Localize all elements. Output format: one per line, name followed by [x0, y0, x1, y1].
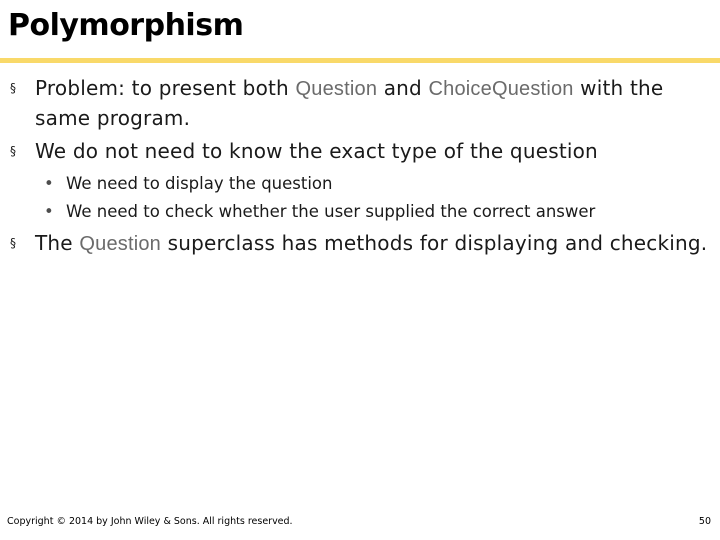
- sub-bullet-marker-icon: •: [44, 174, 54, 193]
- sub-bullet-marker-icon: •: [44, 202, 54, 221]
- bullet-item: [10, 74, 710, 133]
- bullet-text-segment: superclass has methods for displaying and checking.: [161, 231, 708, 255]
- footer-copyright: Copyright © 2014 by John Wiley & Sons. All rights reserved.: [7, 516, 293, 527]
- bullet-text: [35, 74, 710, 133]
- bullet-item: [10, 137, 710, 166]
- bullet-text: [35, 229, 710, 259]
- sub-bullet-text: We need to check whether the user supplied the correct answer: [66, 202, 596, 221]
- code-term: Question: [295, 78, 378, 100]
- page-number: 50: [698, 516, 711, 527]
- slide-title: Polymorphism: [8, 8, 244, 43]
- title-underline: [0, 58, 720, 63]
- sub-bullet-item: [44, 198, 714, 226]
- sub-bullet-text: We need to display the question: [66, 174, 333, 193]
- bullet-marker-icon: §: [10, 81, 16, 95]
- bullet-marker-icon: §: [10, 144, 16, 158]
- bullet-item: [10, 229, 710, 259]
- code-term: Question: [79, 233, 162, 255]
- bullet-text-segment: with the same program.: [35, 76, 664, 130]
- bullet-text: We do not need to know the exact type of the question: [35, 139, 598, 163]
- bullet-text-segment: The: [35, 231, 80, 255]
- bullet-text-segment: and: [377, 76, 429, 100]
- bullet-text-segment: Problem: to present both: [35, 76, 296, 100]
- sub-bullet-item: [44, 170, 714, 198]
- code-term: ChoiceQuestion: [428, 78, 574, 100]
- bullet-marker-icon: §: [10, 236, 16, 250]
